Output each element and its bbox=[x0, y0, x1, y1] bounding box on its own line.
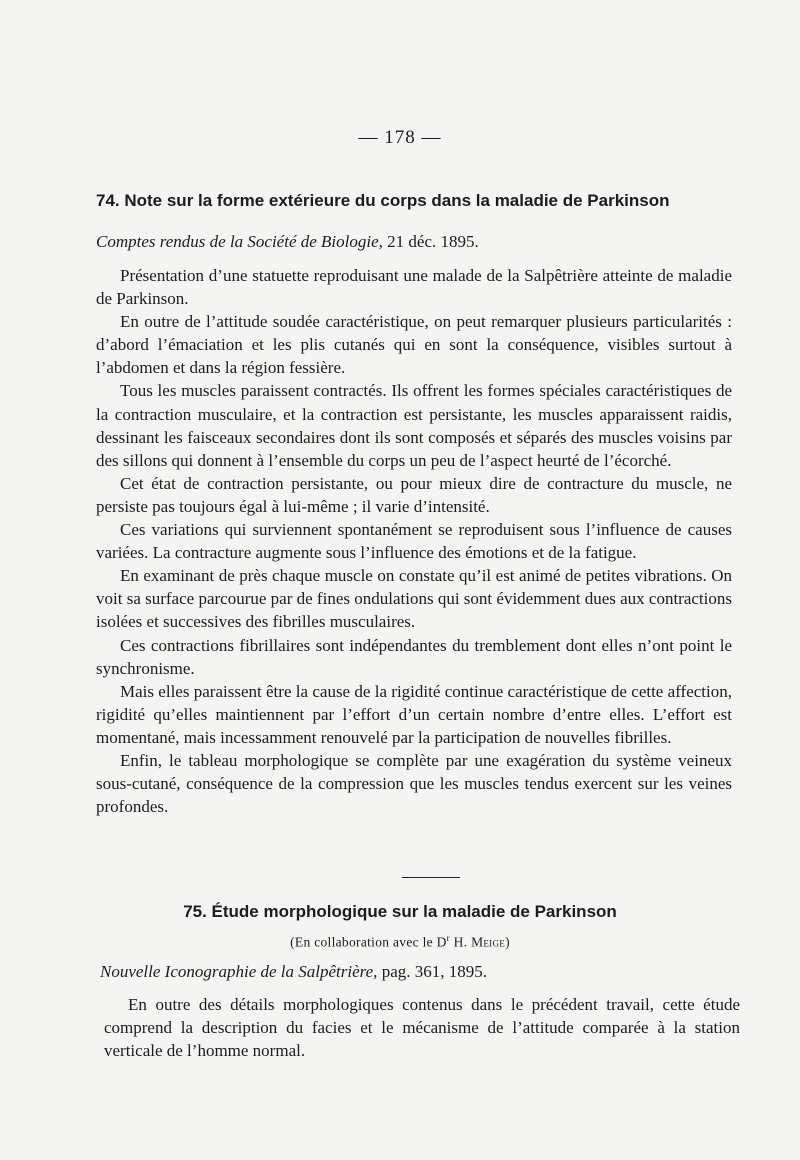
source-journal: Comptes rendus de la Société de Biologie, bbox=[96, 232, 383, 251]
paragraph: En outre de l’attitude soudée caractéristique, on peut remarquer plusieurs particularités : d’abord l’émaciation et les plis cutanés qui en sont la conséquence, visibles surtout à l’abdomen et dans la région fessière. bbox=[96, 312, 732, 378]
paragraph: Présentation d’une statuette reproduisant une malade de la Salpêtrière atteinte de maladie de Parkinson. bbox=[96, 266, 732, 309]
section-74-body bbox=[96, 264, 732, 818]
page-number: — 178 — bbox=[358, 127, 442, 148]
paragraph: Mais elles paraissent être la cause de la rigidité continue caractéristique de cette affection, rigidité qu’elles maintiennent par l’effort d’un certain nombre d’entre elles. L’effort est momentané, mais incessamment renouvelé par la participation de nouvelles fibrilles. bbox=[96, 681, 732, 747]
paragraph: Ces variations qui surviennent spontanément se reproduisent sous l’influence de causes variées. La contracture augmente sous l’influence des émotions et de la fatigue. bbox=[96, 520, 732, 563]
section-75-body bbox=[104, 993, 740, 1062]
section-74-title: 74. Note sur la forme extérieure du corps dans la maladie de Parkinson bbox=[96, 191, 670, 210]
section-75-title: 75. Étude morphologique sur la maladie de Parkinson bbox=[183, 902, 617, 921]
paragraph: Cet état de contraction persistante, ou pour mieux dire de contracture du muscle, ne persiste pas toujours égal à lui-même ; il varie d’intensité. bbox=[96, 473, 732, 516]
section-75-source bbox=[100, 962, 736, 982]
paragraph: En examinant de près chaque muscle on constate qu’il est animé de petites vibrations. On voit sa surface parcourue par de fines ondulations qui sont évidemment dues aux contractions isolées et successives des fibrilles musculaires. bbox=[96, 566, 732, 632]
section-75-collaboration: (En collaboration avec le $D^r$ H. Meige) bbox=[290, 933, 510, 950]
paragraph: Enfin, le tableau morphologique se complète par une exagération du système veineux sous-cutané, conséquence de la compression que les muscles tendus exercent sur les veines profondes. bbox=[96, 750, 732, 817]
section-divider bbox=[402, 877, 460, 878]
section-74-source bbox=[96, 232, 732, 252]
paragraph: Ces contractions fibrillaires sont indépendantes du tremblement dont elles n’ont point le synchronisme. bbox=[96, 635, 732, 678]
source-date: 21 déc. 1895. bbox=[387, 232, 479, 251]
paragraph: Tous les muscles paraissent contractés. Ils offrent les formes spéciales caractéristiques de la contraction musculaire, et la contraction est persistante, les muscles apparaissent raidis, dessinant les faisceaux secondaires dont ils sont composés et séparés des muscles voisins par des sillons qui donnent à l’ensemble du corps un peu de l’aspect heurté de l’écorché. bbox=[96, 381, 732, 470]
source-date: pag. 361, 1895. bbox=[381, 962, 487, 981]
source-journal: Nouvelle Iconographie de la Salpêtrière, bbox=[100, 962, 378, 981]
paragraph: En outre des détails morphologiques contenus dans le précédent travail, cette étude comprend la description du facies et le mécanisme de l’attitude comparée à la station verticale de l’homme normal. bbox=[104, 995, 740, 1061]
